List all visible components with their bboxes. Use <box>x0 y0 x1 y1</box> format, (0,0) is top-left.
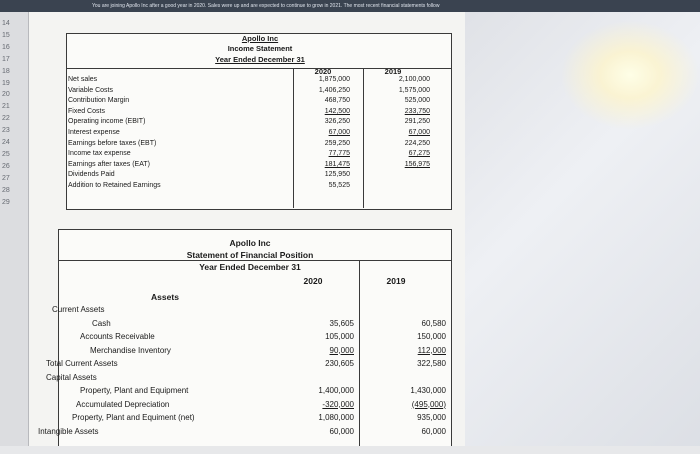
fp-row-2019: 150,000 <box>417 332 446 341</box>
income-row-label: Income tax expense <box>68 150 131 158</box>
income-row-2020: 326,250 <box>324 118 350 126</box>
income-row-2020: 125,950 <box>324 171 350 179</box>
income-row-label: Net sales <box>68 76 98 83</box>
fp-row-2020: 60,000 <box>329 426 354 436</box>
income-row-label: Variable Costs <box>68 86 114 94</box>
fp-row-2019: (495,000) <box>411 399 446 409</box>
income-row-2020: 181,475 <box>324 160 350 168</box>
income-row-2020: 142,500 <box>324 107 350 115</box>
row-number: 27 <box>2 175 10 182</box>
fp-col-2020: 2020 <box>303 276 323 286</box>
income-row-2019: 224,250 <box>404 139 430 147</box>
income-row-2019: 525,000 <box>404 97 430 105</box>
fp-row-2020: -320,000 <box>322 399 354 409</box>
top-caption-bar <box>0 0 700 12</box>
fp-row-2019: 1,430,000 <box>410 386 446 395</box>
fp-row-2020: 1,400,000 <box>318 386 354 395</box>
income-row-2019: 233,750 <box>404 107 430 115</box>
row-number: 23 <box>2 127 10 134</box>
income-row-2019: 2,100,000 <box>398 76 430 83</box>
fp-row-label: Cash <box>92 318 111 328</box>
income-row-label: Addition to Retained Earnings <box>68 182 161 189</box>
row-number: 29 <box>2 199 10 206</box>
income-row-2020: 77,775 <box>328 150 350 158</box>
bottom-edge <box>0 446 700 454</box>
income-col-2019: 2019 <box>384 67 402 76</box>
income-period: Year Ended December 31 <box>215 55 305 64</box>
fp-company-name: Apollo Inc <box>229 238 271 248</box>
fp-row-2019: 935,000 <box>417 413 446 422</box>
divider <box>59 260 451 261</box>
income-title: Income Statement <box>227 44 293 53</box>
fp-col-2019: 2019 <box>386 276 406 286</box>
income-row-2019: 67,275 <box>408 150 430 158</box>
light-glare <box>560 20 700 130</box>
fp-row-2019: 60,580 <box>421 318 446 328</box>
row-number: 22 <box>2 115 10 122</box>
row-number: 17 <box>2 56 10 63</box>
income-row-2019: 156,975 <box>404 160 430 168</box>
income-row-label: Dividends Paid <box>68 171 115 179</box>
fp-row-2019: 60,000 <box>421 426 446 436</box>
income-row-2020: 259,250 <box>324 139 350 147</box>
divider <box>359 260 360 447</box>
row-number: 25 <box>2 151 10 158</box>
fp-row-label: Accumulated Depreciation <box>76 399 170 409</box>
fp-assets-header: Assets <box>151 292 179 302</box>
income-row-2019: 67,000 <box>408 129 430 136</box>
row-number: 28 <box>2 187 10 194</box>
row-number: 16 <box>2 44 10 51</box>
income-row-label: Contribution Margin <box>68 97 130 105</box>
row-number: 24 <box>2 139 10 146</box>
income-row-label: Operating income (EBIT) <box>68 118 146 126</box>
fp-row-label: Merchandise Inventory <box>90 345 171 355</box>
row-number: 26 <box>2 163 10 170</box>
fp-row-2020: 35,605 <box>329 318 354 328</box>
fp-row-label: Property, Plant and Equiment (net) <box>72 413 195 422</box>
fp-row-label: Capital Assets <box>46 372 97 382</box>
income-col-2020: 2020 <box>314 67 332 76</box>
fp-period: Year Ended December 31 <box>199 262 301 272</box>
row-number-column <box>0 12 29 454</box>
row-number: 21 <box>2 103 10 110</box>
income-row-label: Earnings after taxes (EAT) <box>68 160 150 168</box>
income-row-2020: 1,406,250 <box>318 86 350 94</box>
fp-row-2019: 322,580 <box>417 359 446 368</box>
fp-row-2020: 90,000 <box>329 345 354 355</box>
row-number: 20 <box>2 91 10 98</box>
fp-row-label: Total Current Assets <box>46 359 118 368</box>
income-row-2019: 291,250 <box>404 118 430 126</box>
fp-row-label: Intangible Assets <box>38 426 99 436</box>
top-caption: You are joining Apollo Inc after a good year in 2020. Sales were up and are expected to continue to grow in 2021. The most recent financial statements follow <box>92 3 440 9</box>
income-row-2019: 1,575,000 <box>398 86 430 94</box>
fp-row-2020: 230,605 <box>325 359 354 368</box>
fp-title: Statement of Financial Position <box>186 250 314 260</box>
income-row-2020: 468,750 <box>324 97 350 105</box>
fp-row-2020: 105,000 <box>325 332 354 341</box>
income-row-2020: 55,525 <box>328 182 350 189</box>
income-company-name: Apollo Inc <box>241 34 279 43</box>
income-row-label: Earnings before taxes (EBT) <box>68 139 157 147</box>
row-number: 18 <box>2 68 10 75</box>
fp-row-label: Property, Plant and Equipment <box>80 386 189 395</box>
fp-row-2020: 1,080,000 <box>318 413 354 422</box>
fp-row-2019: 112,000 <box>417 345 446 355</box>
row-number: 15 <box>2 32 10 39</box>
income-row-label: Interest expense <box>68 129 120 136</box>
income-row-2020: 67,000 <box>328 129 350 136</box>
income-row-2020: 1,875,000 <box>318 76 350 83</box>
row-number: 19 <box>2 80 10 87</box>
income-row-label: Fixed Costs <box>68 107 105 115</box>
row-number: 14 <box>2 20 10 27</box>
fp-row-label: Current Assets <box>52 305 105 314</box>
fp-row-label: Accounts Receivable <box>80 332 155 341</box>
divider <box>363 68 364 208</box>
